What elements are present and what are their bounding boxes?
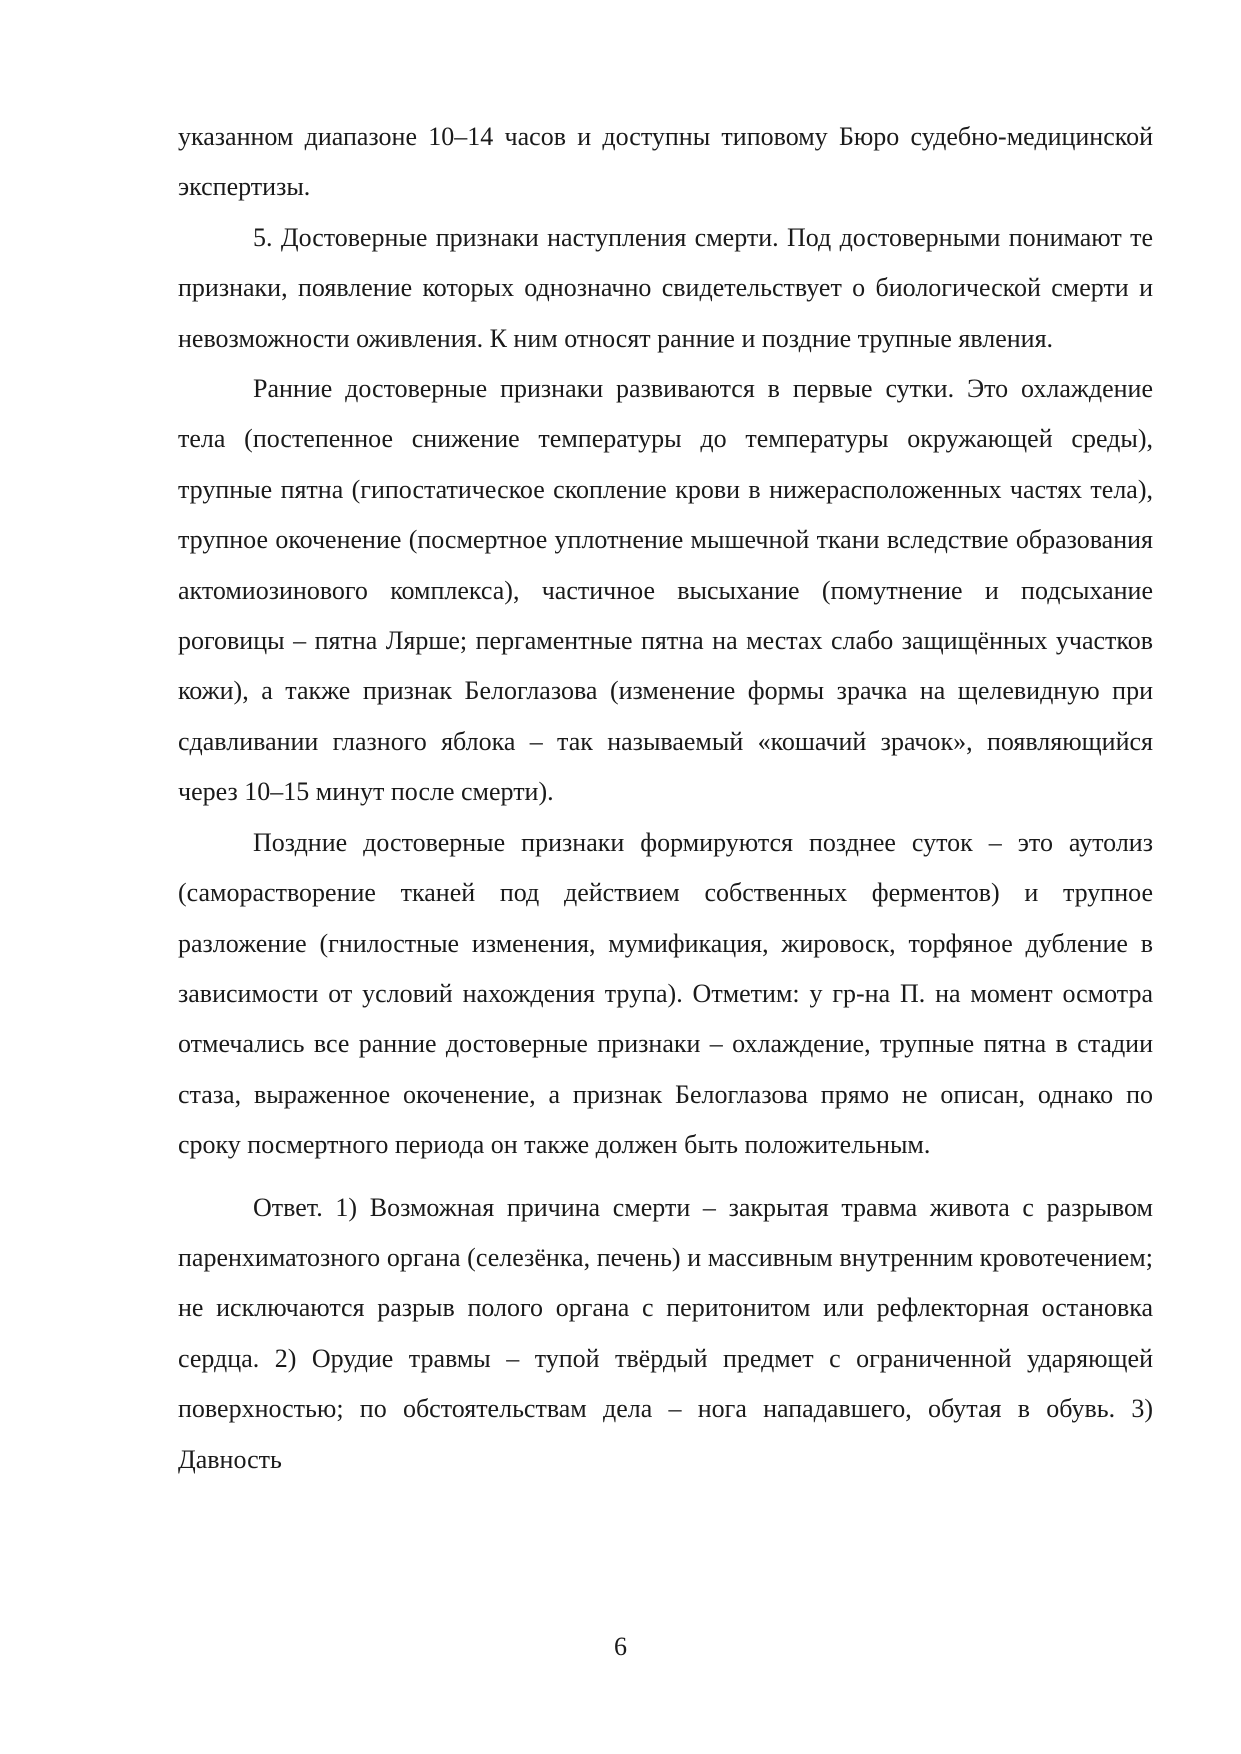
paragraph-late-signs: Поздние достоверные признаки формируются позднее суток – это аутолиз (саморастворение тканей под действием собственных ферментов) и трупное разложение (гнилостные изменения, мумификация, жировоск, торфяное дубление в зависимости от условий нахождения трупа). Отметим: у гр-на П. на момент осмотра отмечались все ранние достоверные признаки – охлаждение, трупные пятна в стадии стаза, выраженное окоченение, а признак Белоглазова прямо не описан, однако по сроку посмертного периода он также должен быть положительным. [178, 827, 1153, 1160]
paragraph-answer: Ответ. 1) Возможная причина смерти – закрытая травма живота с разрывом паренхиматозного органа (селезёнка, печень) и массивным внутренним кровотечением; не исключаются разрыв полого органа с перитонитом или рефлекторная остановка сердца. 2) Орудие травмы – тупой твёрдый предмет с ограниченной ударяющей поверхностью; по обстоятельствам дела – нога нападавшего, обутая в обувь. 3) Давность [178, 1192, 1153, 1474]
page-number: 6 [614, 1632, 627, 1661]
paragraph-continuation: указанном диапазоне 10–14 часов и доступны типовому Бюро судебно-медицинской экспертизы. [178, 122, 1153, 202]
page-body [178, 112, 1153, 1485]
paragraph-early-signs: Ранние достоверные признаки развиваются в первые сутки. Это охлаждение тела (постепенное снижение температуры до температуры окружающей среды), трупные пятна (гипостатическое скопление крови в нижерасположенных частях тела), трупное окоченение (посмертное уплотнение мышечной ткани вследствие образования актомиозинового комплекса), частичное высыхание (помутнение и подсыхание роговицы – пятна Лярше; пергаментные пятна на местах слабо защищённых участков кожи), а также признак Белоглазова (изменение формы зрачка на щелевидную при сдавливании глазного яблока – так называемый «кошачий зрачок», появляющийся через 10–15 минут после смерти). [178, 374, 1153, 807]
paragraph-reliable-signs: 5. Достоверные признаки наступления смерти. Под достоверными понимают те признаки, появление которых однозначно свидетельствует о биологической смерти и невозможности оживления. К ним относят ранние и поздние трупные явления. [178, 222, 1153, 353]
